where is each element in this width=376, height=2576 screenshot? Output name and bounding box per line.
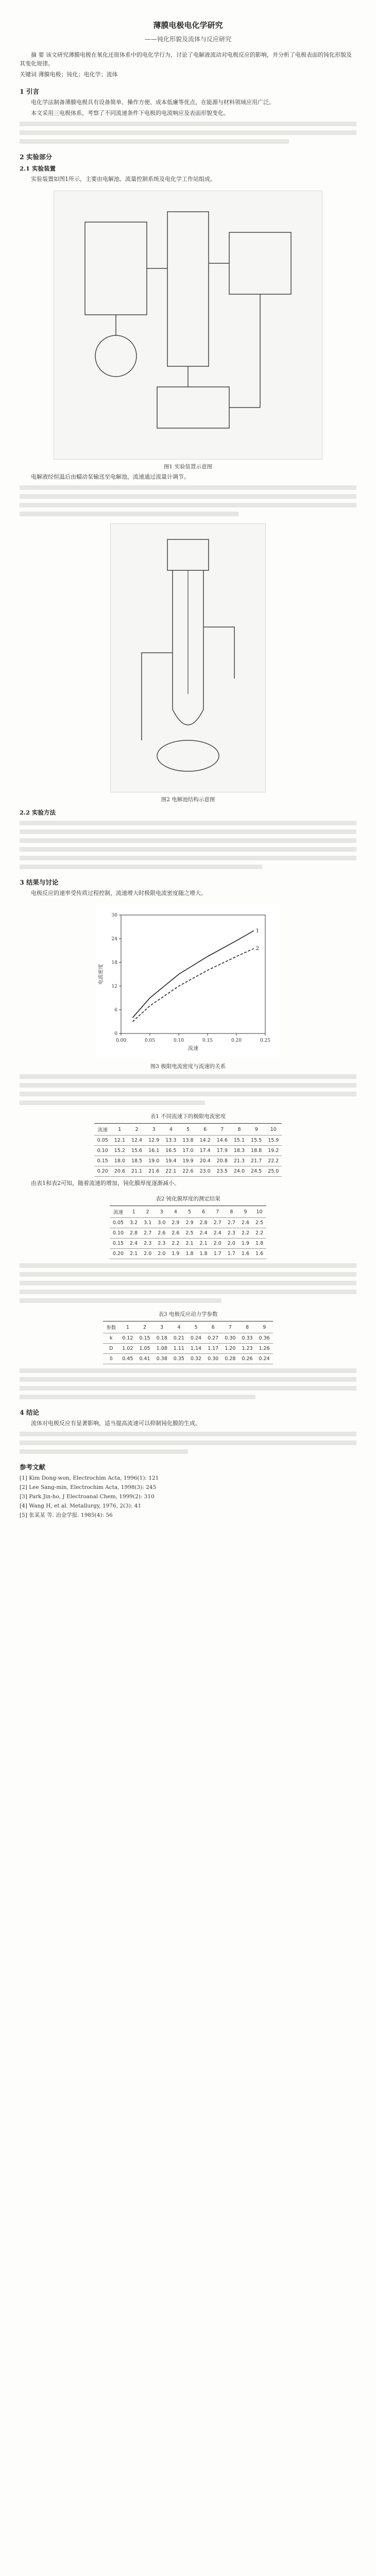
- table-cell: 23.5: [214, 1166, 231, 1177]
- table-cell: 1.08: [153, 1344, 170, 1354]
- table-header-cell: 流速: [110, 1206, 127, 1218]
- table-cell: 2.7: [211, 1218, 225, 1228]
- table-cell: 1.11: [170, 1344, 187, 1354]
- table-header-row: [94, 1124, 282, 1136]
- table-row: [103, 1344, 272, 1354]
- section-heading-references: 参考文献: [20, 1463, 46, 1471]
- table-cell: 15.1: [231, 1136, 248, 1146]
- table-row: [94, 1166, 282, 1177]
- paragraph: 电化学法制备薄膜电极具有设备简单、操作方便、成本低廉等优点，在能源与材料领域应用广泛。: [31, 99, 275, 106]
- table-cell: 2.6: [155, 1228, 168, 1239]
- table-header-row: [110, 1206, 266, 1218]
- table-cell: 1.26: [256, 1344, 273, 1354]
- table-header-cell: 流速: [94, 1124, 111, 1136]
- table-cell: D: [103, 1344, 119, 1354]
- table-cell: 17.0: [179, 1146, 196, 1156]
- table-cell: 21.3: [231, 1156, 248, 1166]
- table-header-cell: 7: [211, 1206, 225, 1218]
- table-cell: 1.05: [136, 1344, 153, 1354]
- y-tick-label: 24: [111, 937, 117, 942]
- table-cell: 0.24: [256, 1354, 273, 1364]
- paper-title: 薄膜电极电化学研究: [153, 21, 223, 30]
- table-cell: 24.5: [248, 1166, 265, 1177]
- table-cell: 1.8: [197, 1249, 211, 1259]
- figure-chart: [95, 905, 281, 1059]
- table-header-cell: 9: [256, 1321, 273, 1333]
- table-cell: 0.15: [110, 1239, 127, 1249]
- table-cell: 1.8: [182, 1249, 196, 1259]
- table-cell: 16.1: [145, 1146, 162, 1156]
- table-cell: 2.6: [168, 1228, 182, 1239]
- table-cell: 0.18: [153, 1333, 170, 1344]
- table-cell: 2.2: [238, 1228, 252, 1239]
- text-block: [20, 1263, 356, 1303]
- table-cell: 1.17: [204, 1344, 221, 1354]
- paper-subtitle: ——钝化形貌及流体与反应研究: [144, 36, 231, 43]
- data-table: [103, 1321, 272, 1364]
- table-header-cell: 6: [204, 1321, 221, 1333]
- table-cell: 22.1: [162, 1166, 179, 1177]
- data-table: [110, 1206, 266, 1259]
- table-cell: 21.6: [145, 1166, 162, 1177]
- paragraph: 电解液经恒温后由蠕动泵输送至电解池，流速通过流量计调节。: [31, 473, 190, 480]
- table-row: [103, 1354, 272, 1364]
- table-cell: 20.6: [111, 1166, 128, 1177]
- section-heading-conclusion: 4 结论: [20, 1409, 40, 1416]
- table-cell: 2.2: [252, 1228, 266, 1239]
- figure-apparatus: [54, 191, 322, 460]
- table-cell: 0.15: [136, 1333, 153, 1344]
- table-cell: 2.9: [182, 1218, 196, 1228]
- table-cell: 0.36: [256, 1333, 273, 1344]
- section-heading-intro: 1 引言: [20, 88, 40, 95]
- table-cell: 0.21: [170, 1333, 187, 1344]
- table-cell: 15.9: [265, 1136, 282, 1146]
- table-row: [110, 1249, 266, 1259]
- table-cell: 0.45: [119, 1354, 136, 1364]
- text-block: [20, 122, 356, 144]
- reference-item: [1] Kim Dong-won, Electrochim Acta, 1996(1): 121: [20, 1475, 159, 1481]
- table-cell: 20.8: [214, 1156, 231, 1166]
- table-header-cell: 2: [141, 1206, 155, 1218]
- subsection-heading: 2.1 实验装置: [20, 165, 56, 172]
- cell-diagram: [111, 524, 265, 792]
- table-cell: δ: [103, 1354, 119, 1364]
- table-cell: 18.5: [128, 1156, 145, 1166]
- table-header-cell: 5: [187, 1321, 204, 1333]
- table-cell: 1.6: [238, 1249, 252, 1259]
- table-cell: 23.0: [197, 1166, 214, 1177]
- table-cell: 2.9: [168, 1218, 182, 1228]
- table-cell: 1.6: [252, 1249, 266, 1259]
- table-cell: 0.05: [94, 1136, 111, 1146]
- table-header-cell: 10: [252, 1206, 266, 1218]
- table-header-cell: 3: [155, 1206, 168, 1218]
- table-cell: 14.2: [197, 1136, 214, 1146]
- table-cell: 0.30: [204, 1354, 221, 1364]
- reference-item: [5] 张某某 等. 冶金学报. 1985(4): 56: [20, 1512, 113, 1518]
- table-cell: 2.2: [168, 1239, 182, 1249]
- table-cell: 0.27: [204, 1333, 221, 1344]
- table-header-cell: 5: [182, 1206, 196, 1218]
- figure-caption: 图2 电解池结构示意图: [161, 796, 215, 803]
- table-cell: 13.3: [162, 1136, 179, 1146]
- table-cell: 25.0: [265, 1166, 282, 1177]
- table-cell: 2.3: [141, 1239, 155, 1249]
- figure-caption: 图1 实验装置示意图: [163, 464, 213, 470]
- table-cell: 15.6: [128, 1146, 145, 1156]
- table-cell: 12.9: [145, 1136, 162, 1146]
- text-block: [20, 485, 356, 516]
- table-cell: 0.10: [110, 1228, 127, 1239]
- table-header-cell: 4: [162, 1124, 179, 1136]
- y-tick-label: 12: [111, 984, 117, 989]
- table-cell: 18.8: [248, 1146, 265, 1156]
- table-header-cell: 6: [197, 1206, 211, 1218]
- table-cell: 21.7: [248, 1156, 265, 1166]
- table-header-cell: 8: [231, 1124, 248, 1136]
- table-header-cell: 1: [111, 1124, 128, 1136]
- table-cell: 2.4: [211, 1228, 225, 1239]
- table-cell: 0.38: [153, 1354, 170, 1364]
- table-cell: 0.05: [110, 1218, 127, 1228]
- table-header-cell: 4: [168, 1206, 182, 1218]
- table-cell: 2.5: [252, 1218, 266, 1228]
- table-caption: 表1 不同流速下的极限电流密度: [150, 1113, 226, 1120]
- table-header-cell: 4: [170, 1321, 187, 1333]
- paragraph: 由表1和表2可知，随着流速的增加，钝化膜厚度逐渐减小。: [31, 1180, 180, 1187]
- series-line: [132, 948, 253, 1022]
- figure-cell: [110, 523, 266, 792]
- table-row: [94, 1136, 282, 1146]
- figure-caption: 图3 极限电流密度与流速的关系: [150, 1063, 226, 1070]
- plot-area: [121, 915, 265, 1033]
- table-header-cell: 9: [238, 1206, 252, 1218]
- table-cell: 2.7: [225, 1218, 238, 1228]
- section-heading-results: 3 结果与讨论: [20, 878, 59, 886]
- x-tick-label: 0.10: [173, 1038, 184, 1043]
- table-header-cell: 1: [127, 1206, 141, 1218]
- table-cell: 1.7: [225, 1249, 238, 1259]
- table-cell: 17.4: [197, 1146, 214, 1156]
- paragraph: 本文采用三电极体系，考察了不同流速条件下电极的电流响应及表面形貌变化。: [31, 110, 229, 116]
- y-axis-label: 电流密度: [98, 964, 104, 985]
- table-header-cell: 2: [128, 1124, 145, 1136]
- table-cell: 18.3: [231, 1146, 248, 1156]
- table-cell: 19.2: [265, 1146, 282, 1156]
- table-cell: 22.6: [179, 1166, 196, 1177]
- table-cell: 1.02: [119, 1344, 136, 1354]
- reference-item: [4] Wang H, et al. Metallurgy, 1976, 2(3): 41: [20, 1503, 142, 1509]
- table-cell: 1.14: [187, 1344, 204, 1354]
- table-cell: 15.2: [111, 1146, 128, 1156]
- table-cell: 0.28: [221, 1354, 238, 1364]
- paragraph: 电极反应的速率受传质过程控制，流速增大时极限电流密度随之增大。: [31, 890, 207, 896]
- table-cell: 2.8: [127, 1228, 141, 1239]
- table-cell: 0.32: [187, 1354, 204, 1364]
- x-tick-label: 0.00: [115, 1038, 127, 1043]
- y-tick-label: 30: [111, 913, 117, 918]
- table-header-cell: 8: [225, 1206, 238, 1218]
- table-cell: 2.7: [141, 1228, 155, 1239]
- text-block: [20, 1074, 356, 1105]
- line-chart: [95, 905, 281, 1059]
- table-header-cell: 1: [119, 1321, 136, 1333]
- table-cell: 2.6: [238, 1218, 252, 1228]
- table-cell: 3.0: [155, 1218, 168, 1228]
- table-cell: 24.0: [231, 1166, 248, 1177]
- table-cell: 0.24: [187, 1333, 204, 1344]
- table-cell: 0.26: [238, 1354, 255, 1364]
- table-cell: 19.9: [179, 1156, 196, 1166]
- table-header-cell: 8: [238, 1321, 255, 1333]
- table-cell: 14.6: [214, 1136, 231, 1146]
- text-block: [20, 1432, 356, 1454]
- table-cell: 2.3: [155, 1239, 168, 1249]
- paragraph: 流体对电极反应有显著影响，适当提高流速可以抑制钝化膜的生成。: [31, 1420, 201, 1427]
- table-cell: 0.20: [110, 1249, 127, 1259]
- table-cell: 3.1: [141, 1218, 155, 1228]
- table-cell: 18.0: [111, 1156, 128, 1166]
- table-cell: 1.9: [168, 1249, 182, 1259]
- x-axis-label: 流速: [188, 1046, 198, 1052]
- table-header-cell: 3: [145, 1124, 162, 1136]
- series-label: 1: [255, 928, 259, 934]
- table-cell: 0.15: [94, 1156, 111, 1166]
- series-line: [132, 931, 253, 1018]
- table-cell: 0.12: [119, 1333, 136, 1344]
- table-cell: 0.35: [170, 1354, 187, 1364]
- table-cell: k: [103, 1333, 119, 1344]
- table-header-cell: 7: [221, 1321, 238, 1333]
- paragraph: 实验装置如图1所示，主要由电解池、流量控制系统及电化学工作站组成。: [31, 176, 216, 182]
- table-cell: 2.0: [155, 1249, 168, 1259]
- subsection-heading: 2.2 实验方法: [20, 809, 56, 816]
- table-header-cell: 10: [265, 1124, 282, 1136]
- x-tick-label: 0.20: [231, 1038, 242, 1043]
- table-cell: 2.3: [225, 1228, 238, 1239]
- table-cell: 0.10: [94, 1146, 111, 1156]
- table-header-cell: 参数: [103, 1321, 119, 1333]
- table-cell: 12.1: [111, 1136, 128, 1146]
- table-cell: 2.1: [127, 1249, 141, 1259]
- table-header-cell: 9: [248, 1124, 265, 1136]
- x-tick-label: 0.05: [144, 1038, 156, 1043]
- table-cell: 19.0: [145, 1156, 162, 1166]
- table-cell: 0.33: [238, 1333, 255, 1344]
- abstract: 摘 要 该文研究薄膜电极在氧化还原体系中的电化学行为，讨论了电解液流动对电极反应的影响，并分析了电极表面的钝化形貌及其变化规律。: [20, 52, 352, 67]
- table-row: [94, 1146, 282, 1156]
- series-label: 2: [255, 946, 259, 952]
- table-cell: 22.2: [265, 1156, 282, 1166]
- y-tick-label: 18: [111, 960, 117, 965]
- table-cell: 0.41: [136, 1354, 153, 1364]
- table-row: [110, 1218, 266, 1228]
- table-cell: 0.30: [221, 1333, 238, 1344]
- section-heading-experiment: 2 实验部分: [20, 153, 53, 161]
- table-cell: 17.9: [214, 1146, 231, 1156]
- table-cell: 2.4: [127, 1239, 141, 1249]
- table-cell: 2.1: [182, 1239, 196, 1249]
- table-row: [110, 1239, 266, 1249]
- table-cell: 3.2: [127, 1218, 141, 1228]
- table-caption: 表3 电极反应动力学参数: [158, 1311, 218, 1317]
- table-header-cell: 7: [214, 1124, 231, 1136]
- table-cell: 1.20: [221, 1344, 238, 1354]
- table-cell: 2.0: [211, 1239, 225, 1249]
- reference-list: [20, 1473, 356, 1520]
- table-cell: 2.0: [141, 1249, 155, 1259]
- x-tick-label: 0.25: [260, 1038, 271, 1043]
- table-cell: 15.5: [248, 1136, 265, 1146]
- table-cell: 12.4: [128, 1136, 145, 1146]
- table-cell: 2.4: [197, 1228, 211, 1239]
- x-tick-label: 0.15: [202, 1038, 213, 1043]
- y-tick-label: 0: [114, 1031, 117, 1037]
- table-cell: 13.8: [179, 1136, 196, 1146]
- table-cell: 1.23: [238, 1344, 255, 1354]
- table-cell: 21.1: [128, 1166, 145, 1177]
- table-row: [110, 1228, 266, 1239]
- y-tick-label: 6: [114, 1008, 117, 1013]
- table-cell: 2.1: [197, 1239, 211, 1249]
- reference-item: [3] Park Jin-ho, J Electroanal Chem, 1999(2): 310: [20, 1494, 155, 1500]
- data-table: [94, 1123, 282, 1177]
- table-row: [103, 1333, 272, 1344]
- text-block: [20, 821, 356, 869]
- keywords: 关键词 薄膜电极；钝化；电化学；流体: [20, 71, 118, 78]
- table-header-cell: 6: [197, 1124, 214, 1136]
- table-caption: 表2 钝化膜厚度的测定结果: [156, 1196, 220, 1202]
- table-header-cell: 3: [153, 1321, 170, 1333]
- table-cell: 2.8: [197, 1218, 211, 1228]
- table-cell: 1.8: [252, 1239, 266, 1249]
- apparatus-diagram: [54, 191, 322, 459]
- table-cell: 19.4: [162, 1156, 179, 1166]
- text-block: [20, 1368, 356, 1399]
- reference-item: [2] Lee Sang-min, Electrochim Acta, 1998(3): 245: [20, 1484, 157, 1490]
- table-row: [94, 1156, 282, 1166]
- table-cell: 1.7: [211, 1249, 225, 1259]
- table-header-row: [103, 1321, 272, 1333]
- table-cell: 20.4: [197, 1156, 214, 1166]
- table-cell: 2.5: [182, 1228, 196, 1239]
- table-cell: 0.20: [94, 1166, 111, 1177]
- table-cell: 1.9: [238, 1239, 252, 1249]
- table-cell: 2.0: [225, 1239, 238, 1249]
- table-header-cell: 2: [136, 1321, 153, 1333]
- table-cell: 16.5: [162, 1146, 179, 1156]
- table-header-cell: 5: [179, 1124, 196, 1136]
